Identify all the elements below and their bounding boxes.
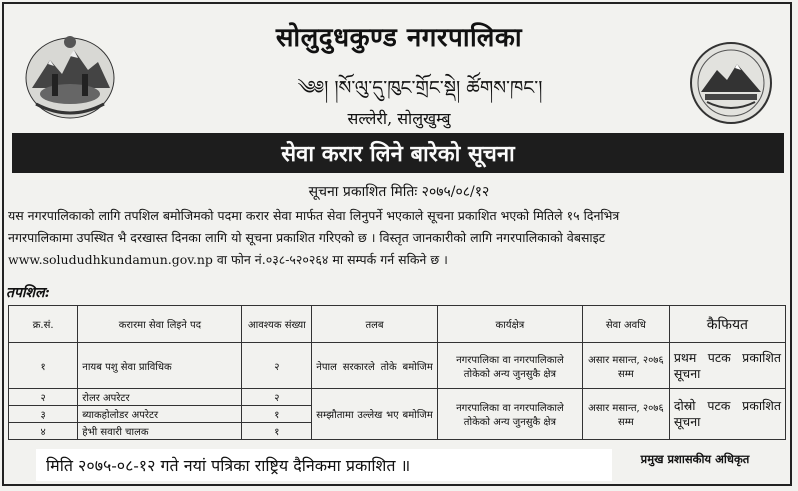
header-work-area: कार्यक्षेत्र [437, 306, 582, 343]
notice-body [8, 205, 790, 271]
municipality-emblem-icon [687, 40, 775, 126]
row-post: ब्याकहोलोडर अपरेटर [78, 406, 242, 423]
body-line-3: www.solududhkundamun.gov.np वा फोन नं.०३८-५२०२६४ मा सम्पर्क गर्न सकिने छ । [8, 252, 448, 267]
header-remarks: कैफियत [669, 306, 785, 343]
header-sn: क्र.सं. [9, 306, 78, 343]
location-line: सल्लेरी, सोलुखुम्बु [347, 109, 451, 128]
row-post: रोलर अपरेटर [78, 389, 242, 406]
header-term: सेवा अवधि [583, 306, 670, 343]
table-header-row [9, 306, 786, 343]
row-post: हेभी सवारी चालक [78, 423, 242, 440]
header-required: आवश्यक संख्या [242, 306, 312, 343]
header-salary: तलब [312, 306, 438, 343]
row-required: १ [242, 423, 312, 440]
row-term: असार मसान्त, २०७६ सम्म [583, 343, 670, 389]
row-post: नायब पशु सेवा प्राविधिक [78, 343, 242, 389]
schedule-table [8, 305, 786, 440]
body-line-2: नगरपालिकामा उपस्थित भै दरखास्त दिनका लागि यो सूचना प्रकाशित गरिएको छ । विस्तृत जानकारीको लागि नगरपालिकाको वेबसाइट [8, 230, 606, 245]
row-remarks: दोस्रो पटक प्रकाशित सूचना [669, 389, 785, 440]
row-salary: नेपाल सरकारले तोके बमोजिम [312, 343, 438, 389]
row-sn: ४ [9, 423, 78, 440]
notice-title: सेवा करार लिने बारेको सूचना [281, 141, 515, 167]
org-name: सोलुदुधकुण्ड नगरपालिका [275, 23, 523, 53]
row-term: असार मसान्त, २०७६ सम्म [583, 389, 670, 440]
row-required: १ [242, 406, 312, 423]
row-sn: २ [9, 389, 78, 406]
row-work-area: नगरपालिका वा नगरपालिकाले तोकेको अन्य जुनसुकै क्षेत्र [437, 343, 582, 389]
table-row [9, 389, 786, 406]
row-sn: १ [9, 343, 78, 389]
row-required: २ [242, 389, 312, 406]
row-required: २ [242, 343, 312, 389]
publication-ribbon [36, 449, 612, 481]
body-line-1: यस नगरपालिकाको लागि तपशिल बमोजिमको पदमा करार सेवा मार्फत सेवा लिनुपर्ने भएकाले सूचना प्रकाशित भएको मितिले १५ दिनभित्र [8, 208, 620, 223]
row-remarks: प्रथम पटक प्रकाशित सूचना [669, 343, 785, 389]
schedule-label: तपशिल: [6, 285, 50, 301]
row-work-area: नगरपालिका वा नगरपालिकाले तोकेको अन्य जुनसुकै क्षेत्र [437, 389, 582, 440]
publish-date: सूचना प्रकाशित मितिः २०७५/०८/१२ [308, 184, 490, 200]
notice-title-bar [12, 133, 784, 173]
publication-ribbon-text: मिति २०७५-०८-१२ गते नयां पत्रिका राष्ट्रिय दैनिकमा प्रकाशित ॥ [46, 456, 411, 475]
signer-title: प्रमुख प्रशासकीय अधिकृत [640, 452, 750, 466]
row-sn: ३ [9, 406, 78, 423]
row-salary: सम्झौतामा उल्लेख भए बमोजिम [312, 389, 438, 440]
table-row [9, 343, 786, 389]
header-post: करारमा सेवा लिइने पद [78, 306, 242, 343]
tibetan-line: ༄༅། །སོ་ལུ་དུ་ཁུང་གྲོང་སྡེ། ཚོགས་ཁང་། [297, 77, 543, 99]
